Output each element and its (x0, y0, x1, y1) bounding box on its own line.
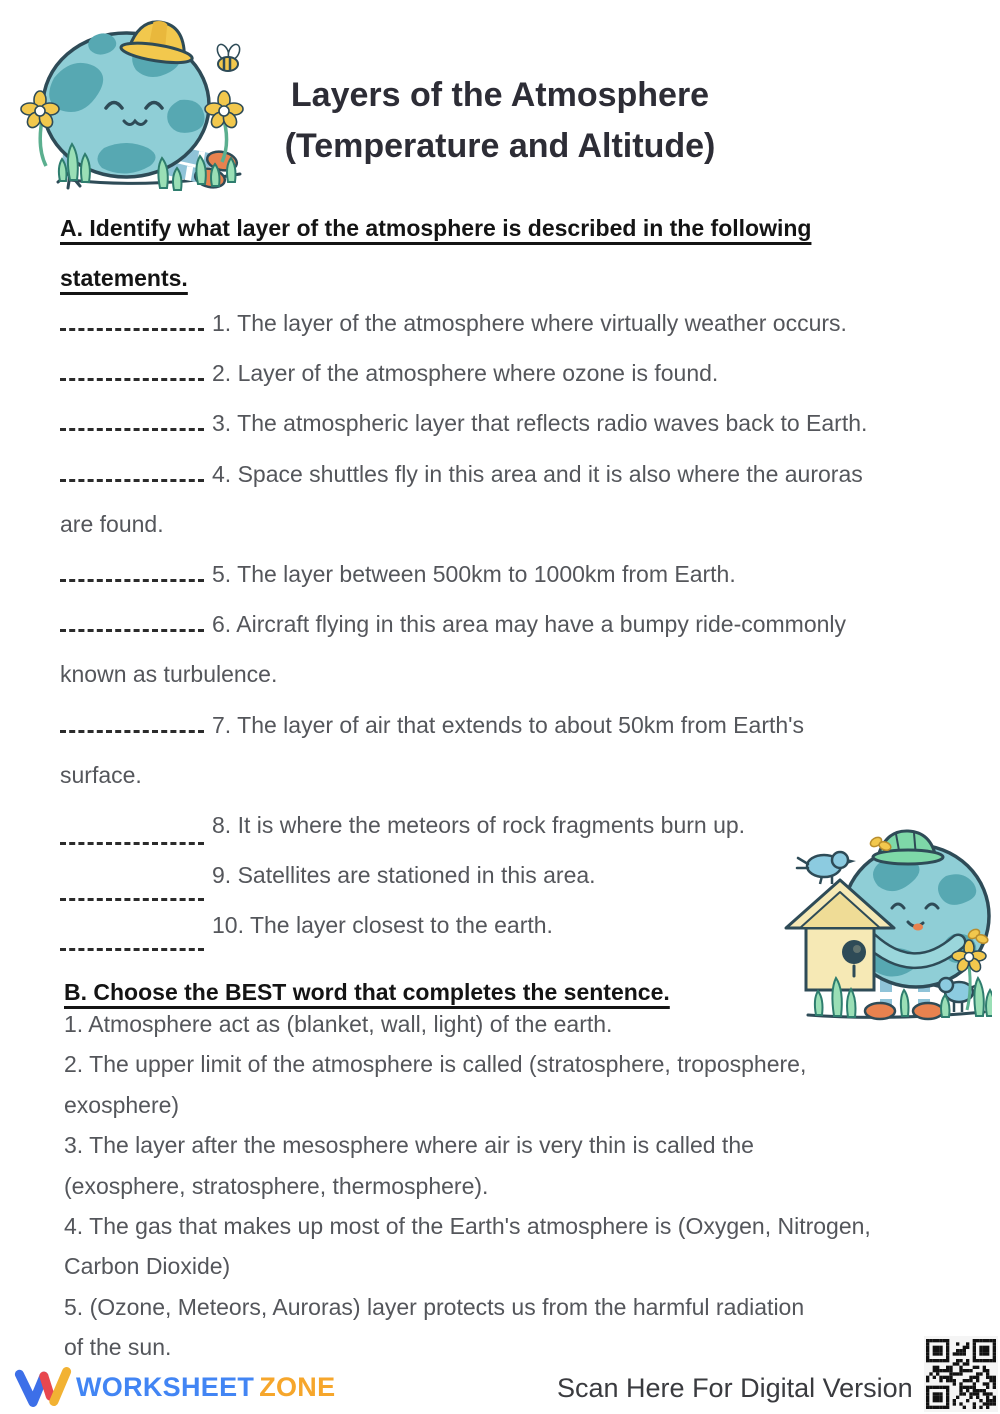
item-text: 6. Aircraft flying in this area may have a bumpy ride-commonly (212, 611, 847, 638)
item-text: 1. The layer of the atmosphere where virtually weather occurs. (212, 310, 847, 336)
earth-birdhouse-illustration-icon (778, 824, 992, 1022)
brand-word-zone: ZONE (259, 1371, 336, 1402)
brand-logo (14, 1364, 335, 1410)
answer-blank[interactable] (60, 428, 204, 431)
section-a-items (60, 298, 867, 951)
item-text: 10. The layer closest to the earth. (212, 912, 553, 939)
multiple-choice-item (64, 1125, 871, 1206)
fill-in-item (60, 700, 867, 800)
item-text: Carbon Dioxide) (64, 1253, 231, 1280)
qr-code (924, 1336, 998, 1412)
worksheetzone-logo-icon (14, 1364, 72, 1410)
item-text: known as turbulence. (60, 661, 278, 688)
page-title-line2: (Temperature and Altitude) (284, 127, 716, 165)
fill-in-item (60, 800, 867, 850)
bee-icon (215, 43, 242, 71)
fill-in-item (60, 348, 867, 398)
fill-in-item (60, 298, 867, 348)
answer-blank[interactable] (60, 479, 204, 482)
item-text: exosphere) (64, 1091, 180, 1118)
answer-blank[interactable] (60, 842, 204, 845)
item-text: 4. The gas that makes up most of the Earth's atmosphere is (Oxygen, Nitrogen, (64, 1213, 871, 1240)
section-a-heading-line2: statements. (60, 265, 188, 291)
multiple-choice-item (64, 1044, 871, 1125)
item-text: of the sun. (64, 1334, 172, 1361)
item-text: 5. The layer between 500km to 1000km from Earth. (212, 561, 736, 588)
item-text: 2. The upper limit of the atmosphere is called (stratosphere, troposphere, (64, 1051, 807, 1078)
bird-icon (797, 852, 856, 884)
item-text: 9. Satellites are stationed in this area. (212, 862, 596, 889)
item-text: 4. Space shuttles fly in this area and it is also where the auroras (212, 460, 863, 487)
item-text: 8. It is where the meteors of rock fragments burn up. (212, 812, 746, 839)
item-text: 1. Atmosphere act as (blanket, wall, light) of the earth. (64, 1011, 613, 1037)
item-text: 5. (Ozone, Meteors, Auroras) layer protects us from the harmful radiation (64, 1293, 805, 1320)
answer-blank[interactable] (60, 948, 204, 951)
multiple-choice-item (64, 1004, 871, 1044)
fill-in-item (60, 398, 867, 448)
section-a-heading-line1: A. Identify what layer of the atmosphere is described in the following (60, 215, 812, 241)
fill-in-item (60, 449, 867, 549)
page-title (0, 70, 1000, 172)
multiple-choice-item (64, 1287, 871, 1368)
fill-in-item (60, 599, 867, 699)
item-text: 2. Layer of the atmosphere where ozone is found. (212, 360, 719, 387)
item-text: (exosphere, stratosphere, thermosphere). (64, 1172, 489, 1199)
fill-in-item (60, 900, 867, 950)
item-text: 3. The layer after the mesosphere where air is very thin is called the (64, 1132, 754, 1159)
item-text: are found. (60, 510, 164, 537)
qr-code-icon (926, 1339, 996, 1409)
answer-blank[interactable] (60, 730, 204, 733)
answer-blank[interactable] (60, 898, 204, 901)
section-b-items (64, 1004, 871, 1368)
section-b-heading: B. Choose the BEST word that completes the sentence. (64, 979, 670, 1005)
page-title-line1: Layers of the Atmosphere (290, 76, 710, 114)
brand-word-worksheet: WORKSHEET (76, 1371, 255, 1402)
item-text: 7. The layer of air that extends to about 50km from Earth's (212, 711, 805, 738)
section-a-heading (60, 203, 811, 303)
fill-in-item (60, 850, 867, 900)
multiple-choice-item (64, 1206, 871, 1287)
answer-blank[interactable] (60, 378, 204, 381)
answer-blank[interactable] (60, 629, 204, 632)
fill-in-item (60, 549, 867, 599)
answer-blank[interactable] (60, 328, 204, 331)
scan-here-text: Scan Here For Digital Version (557, 1373, 913, 1403)
item-text: surface. (60, 761, 142, 788)
item-text: 3. The atmospheric layer that reflects radio waves back to Earth. (212, 410, 868, 437)
answer-blank[interactable] (60, 579, 204, 582)
